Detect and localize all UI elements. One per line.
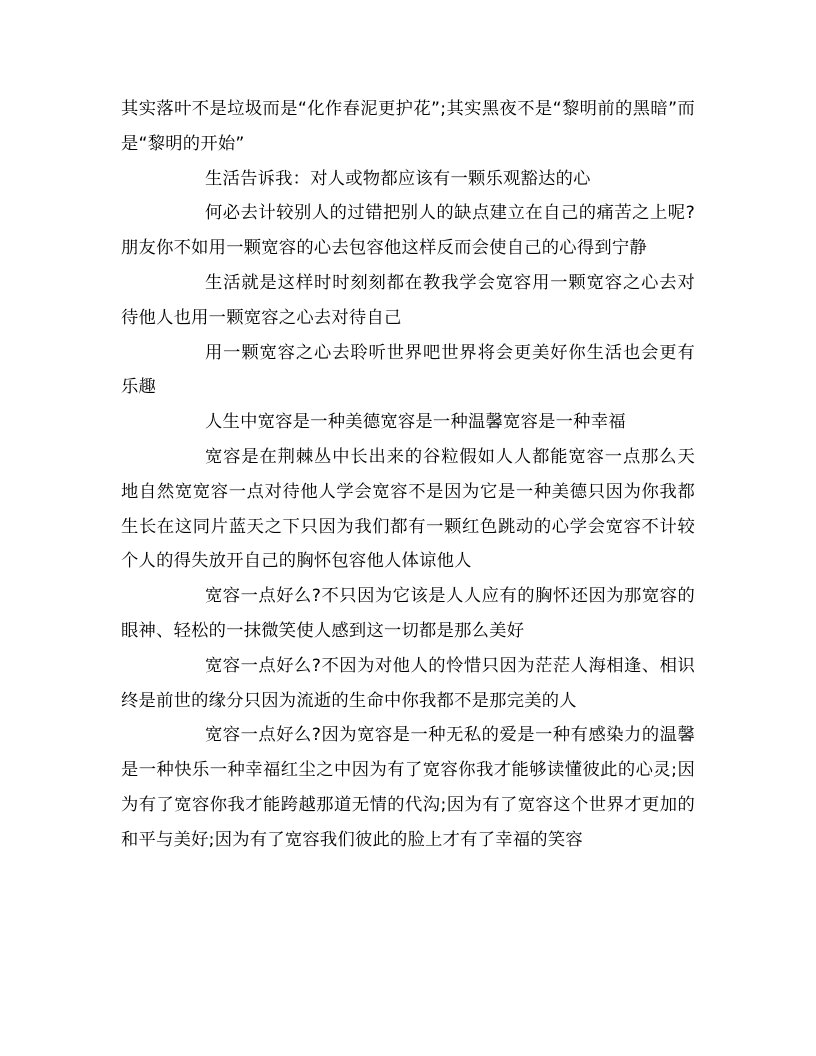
paragraph-8: 宽容一点好么?不只因为它该是人人应有的胸怀还因为那宽容的眼神、轻松的一抹微笑使人感到这一切都是那么美好 (121, 586, 695, 641)
paragraph-3: 何必去计较别人的过错把别人的缺点建立在自己的痛苦之上呢?朋友你不如用一颗宽容的心去包容他这样反而会使自己的心得到宁静 (121, 203, 695, 259)
paragraph-5: 用一颗宽容之心去聆听世界吧世界将会更美好你生活也会更有乐趣 (121, 342, 695, 398)
paragraph-9: 宽容一点好么?不因为对他人的怜惜只因为茫茫人海相逢、相识终是前世的缘分只因为流逝的生命中你我都不是那完美的人 (121, 655, 695, 711)
document-body (121, 92, 695, 858)
paragraph-4: 生活就是这样时时刻刻都在教我学会宽容用一颗宽容之心去对待他人也用一颗宽容之心去对待自己 (121, 272, 695, 328)
paragraph-6: 人生中宽容是一种美德宽容是一种温馨宽容是一种幸福 (205, 412, 626, 433)
paragraph-2: 生活告诉我：对人或物都应该有一颗乐观豁达的心 (205, 168, 591, 189)
paragraph-7: 宽容是在荆棘丛中长出来的谷粒假如人人都能宽容一点那么天地自然宽宽容一点对待他人学会宽容不是因为它是一种美德只因为你我都生长在这同片蓝天之下只因为我们都有一颗红色跳动的心学会宽容不计较个人的得失放开自己的胸怀包容他人体谅他人 (121, 446, 695, 572)
paragraph-1: 其实落叶不是垃圾而是“化作春泥更护花”;其实黑夜不是“黎明前的黑暗”而是“黎明的开始” (121, 99, 695, 154)
paragraph-10: 宽容一点好么?因为宽容是一种无私的爱是一种有感染力的温馨是一种快乐一种幸福红尘之中因为有了宽容你我才能够读懂彼此的心灵;因为有了宽容你我才能跨越那道无情的代沟;因为有了宽容这个世界才更加的和平与美好;因为有了宽容我们彼此的脸上才有了幸福的笑容 (121, 725, 695, 850)
